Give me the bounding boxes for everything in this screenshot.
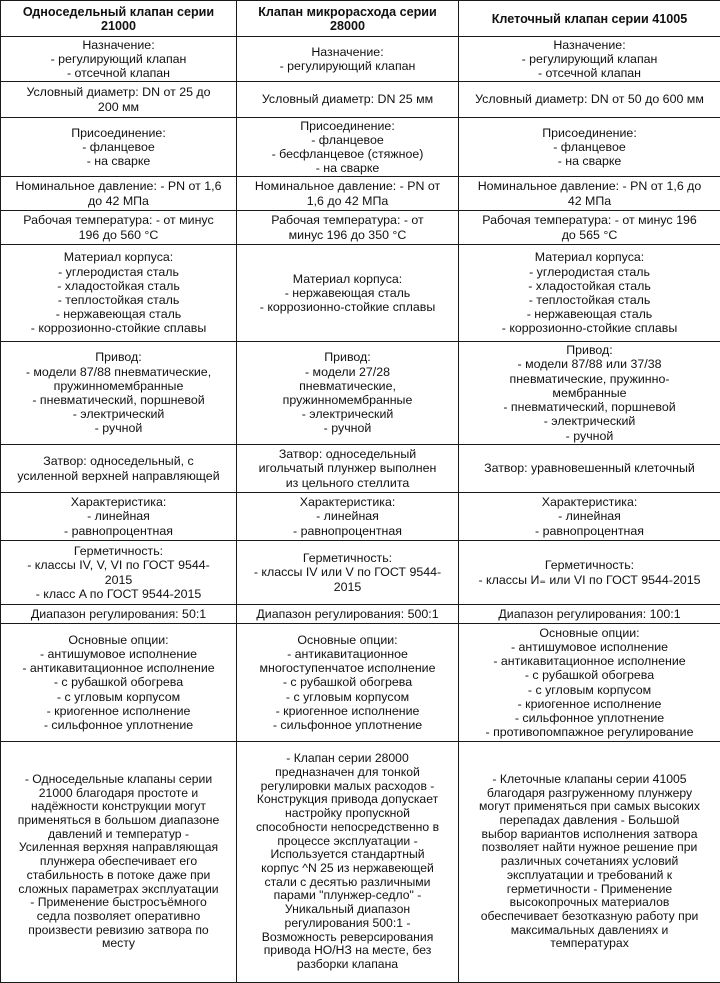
cell-line: - коррозионно-стойкие сплавы: [462, 321, 717, 335]
header-series-21000: Односедельный клапан серии 21000: [1, 1, 237, 37]
cell-col-3: [459, 118, 720, 177]
cell-line: - ручной: [4, 421, 233, 435]
cell-line: - сильфонное уплотнение: [462, 711, 717, 725]
cell-line: многоступенчатое исполнение: [240, 661, 455, 675]
cell-line: - антишумовое исполнение: [4, 647, 233, 661]
cell-line: - противопомпажное регулирование: [462, 725, 717, 739]
cell-col-3: [459, 342, 720, 445]
cell-line: эксплуатации и требований к: [462, 869, 717, 883]
row-control-range: [1, 605, 720, 624]
cell-line: Материал корпуса:: [4, 250, 233, 264]
cell-col-1: [1, 118, 237, 177]
cell-line: - теплостойкая сталь: [462, 293, 717, 307]
cell-line: разборки клапана: [240, 958, 455, 972]
cell-line: Основные опции:: [462, 626, 717, 640]
cell-line: позволяет найти нужное решение при: [462, 841, 717, 855]
cell-line: - хладостойкая сталь: [4, 279, 233, 293]
cell-line: - Односедельные клапаны серии: [4, 773, 233, 787]
cell-line: - теплостойкая сталь: [4, 293, 233, 307]
cell-line: предназначен для тонкой: [240, 766, 455, 780]
cell-line: пневматические, пружинно-: [462, 372, 717, 386]
cell-line: Затвор: уравновешенный клеточный: [462, 461, 717, 475]
row-trim: [1, 445, 720, 493]
cell-line: Назначение:: [4, 38, 233, 52]
cell-line: - на сварке: [4, 154, 233, 168]
cell-col-1: [1, 445, 237, 493]
cell-line: - классы И₌ или VI по ГОСТ 9544-2015: [462, 573, 717, 587]
cell-line: Конструкция привода допускает: [240, 793, 455, 807]
cell-line: максимальных давлениях и: [462, 924, 717, 938]
cell-line: - криогенное исполнение: [462, 697, 717, 711]
cell-line: - нержавеющая сталь: [4, 307, 233, 321]
cell-line: - криогенное исполнение: [240, 704, 455, 718]
cell-line: температурах: [462, 937, 717, 951]
cell-col-1: [1, 245, 237, 342]
cell-line: - нержавеющая сталь: [462, 307, 717, 321]
cell-line: Уникальный диапазон: [240, 903, 455, 917]
cell-col-2: [237, 118, 459, 177]
cell-line: Номинальное давление: - PN от 1,6 до: [462, 179, 717, 193]
cell-line: - фланцевое: [4, 140, 233, 154]
cell-line: Основные опции:: [240, 633, 455, 647]
cell-line: Условный диаметр: DN от 50 до 600 мм: [462, 92, 717, 106]
cell-line: могут применяться при самых высоких: [462, 800, 717, 814]
cell-col-2: [237, 342, 459, 445]
cell-col-3: [459, 605, 720, 624]
cell-line: - модели 87/88 пневматические,: [4, 365, 233, 379]
cell-line: - углеродистая сталь: [462, 265, 717, 279]
row-characteristic: [1, 493, 720, 541]
cell-col-2: [237, 245, 459, 342]
cell-col-1: [1, 624, 237, 742]
cell-col-3: [459, 177, 720, 211]
cell-line: - с угловым корпусом: [462, 683, 717, 697]
cell-col-2: [237, 37, 459, 82]
cell-line: Присоединение:: [462, 126, 717, 140]
cell-col-3: [459, 82, 720, 118]
cell-col-3: [459, 493, 720, 541]
cell-line: - с рубашкой обогрева: [4, 675, 233, 689]
cell-col-1: [1, 541, 237, 605]
row-body-material: [1, 245, 720, 342]
cell-col-2: [237, 211, 459, 245]
cell-line: Диапазон регулирования: 50:1: [4, 607, 233, 621]
cell-line: Условный диаметр: DN 25 мм: [240, 92, 455, 106]
cell-line: - хладостойкая сталь: [462, 279, 717, 293]
cell-line: Рабочая температура: - от минус: [4, 213, 233, 227]
cell-line: - антикавитационное исполнение: [462, 654, 717, 668]
cell-col-3: [459, 245, 720, 342]
cell-line: - линейная: [462, 509, 717, 523]
cell-col-3: [459, 624, 720, 742]
cell-line: - с угловым корпусом: [240, 690, 455, 704]
cell-line: Рабочая температура: - от: [240, 213, 455, 227]
cell-line: регулировки малых расходов -: [240, 780, 455, 794]
cell-line: - фланцевое: [240, 133, 455, 147]
cell-line: пружинномембранные: [240, 393, 455, 407]
cell-line: - класс A по ГОСТ 9544-2015: [4, 587, 233, 601]
cell-line: - антишумовое исполнение: [462, 640, 717, 654]
cell-line: Присоединение:: [240, 119, 455, 133]
header-series-41005: Клеточный клапан серии 41005: [459, 1, 720, 37]
cell-line: - с угловым корпусом: [4, 690, 233, 704]
cell-line: 1,6 до 42 МПа: [240, 194, 455, 208]
cell-line: - Клеточные клапаны серии 41005: [462, 773, 717, 787]
cell-line: - сильфонное уплотнение: [4, 718, 233, 732]
cell-line: 42 МПа: [462, 194, 717, 208]
cell-line: Герметичность:: [4, 544, 233, 558]
cell-col-1: [1, 342, 237, 445]
cell-col-1: [1, 177, 237, 211]
row-description: [1, 742, 720, 983]
cell-line: Диапазон регулирования: 100:1: [462, 607, 717, 621]
cell-line: процессе эксплуатации -: [240, 835, 455, 849]
cell-line: - антикавитационное исполнение: [4, 661, 233, 675]
row-tightness: [1, 541, 720, 605]
cell-line: настройку пропускной: [240, 807, 455, 821]
cell-line: 200 мм: [4, 100, 233, 114]
header-row: [1, 1, 720, 37]
cell-line: - электрический: [462, 414, 717, 428]
cell-line: Номинальное давление: - PN от 1,6: [4, 179, 233, 193]
cell-col-1: [1, 742, 237, 983]
cell-line: до 42 МПа: [4, 194, 233, 208]
cell-line: Основные опции:: [4, 633, 233, 647]
header-series-28000: Клапан микрорасхода серии 28000: [237, 1, 459, 37]
cell-line: Используется стандартный: [240, 848, 455, 862]
cell-col-1: [1, 37, 237, 82]
cell-col-3: [459, 742, 720, 983]
cell-line: - ручной: [240, 421, 455, 435]
cell-line: высокопрочных материалов: [462, 896, 717, 910]
cell-line: регулирования 500:1 -: [240, 917, 455, 931]
cell-line: 196 до 560 °C: [4, 228, 233, 242]
cell-col-2: [237, 624, 459, 742]
cell-line: - фланцевое: [462, 140, 717, 154]
cell-col-3: [459, 211, 720, 245]
cell-line: Затвор: односедельный: [240, 447, 455, 461]
cell-line: Характеристика:: [240, 495, 455, 509]
cell-line: герметичности - Применение: [462, 883, 717, 897]
cell-line: - на сварке: [462, 154, 717, 168]
cell-col-1: [1, 605, 237, 624]
cell-line: применяться в большом диапазоне: [4, 814, 233, 828]
cell-line: Характеристика:: [462, 495, 717, 509]
cell-line: - коррозионно-стойкие сплавы: [4, 321, 233, 335]
cell-col-1: [1, 82, 237, 118]
cell-col-2: [237, 742, 459, 983]
cell-line: - модели 27/28: [240, 365, 455, 379]
cell-col-1: [1, 211, 237, 245]
cell-col-3: [459, 541, 720, 605]
cell-col-2: [237, 82, 459, 118]
cell-line: Герметичность:: [240, 551, 455, 565]
cell-line: благодаря разгруженному плунжеру: [462, 787, 717, 801]
cell-line: - на сварке: [240, 161, 455, 175]
cell-line: Материал корпуса:: [240, 272, 455, 286]
cell-line: из цельного стеллита: [240, 476, 455, 490]
cell-col-2: [237, 541, 459, 605]
cell-line: Привод:: [4, 350, 233, 364]
cell-line: - электрический: [240, 407, 455, 421]
cell-line: Усиленная верхняя направляющая: [4, 841, 233, 855]
cell-line: 21000 благодаря простоте и: [4, 787, 233, 801]
cell-line: привода НО/НЗ на месте, без: [240, 944, 455, 958]
cell-col-3: [459, 37, 720, 82]
cell-col-2: [237, 493, 459, 541]
cell-line: Присоединение:: [4, 126, 233, 140]
cell-line: - коррозионно-стойкие сплавы: [240, 300, 455, 314]
cell-line: Номинальное давление: - PN от: [240, 179, 455, 193]
cell-line: - равнопроцентная: [240, 524, 455, 538]
cell-line: обеспечивает безотказную работу при: [462, 910, 717, 924]
row-nominal-pressure: [1, 177, 720, 211]
cell-line: Привод:: [240, 350, 455, 364]
cell-line: - антикавитационное: [240, 647, 455, 661]
cell-line: надёжности конструкции могут: [4, 800, 233, 814]
cell-line: - Применение быстросъёмного: [4, 896, 233, 910]
cell-line: мембранные: [462, 386, 717, 400]
cell-line: - равнопроцентная: [462, 524, 717, 538]
cell-line: Условный диаметр: DN от 25 до: [4, 85, 233, 99]
cell-line: - углеродистая сталь: [4, 265, 233, 279]
cell-line: 2015: [240, 580, 455, 594]
row-actuator: [1, 342, 720, 445]
cell-line: минус 196 до 350 °C: [240, 228, 455, 242]
cell-line: месту: [4, 937, 233, 951]
cell-line: Материал корпуса:: [462, 250, 717, 264]
cell-line: - с рубашкой обогрева: [462, 668, 717, 682]
cell-col-2: [237, 445, 459, 493]
cell-line: стали с десятью различными: [240, 876, 455, 890]
cell-line: седла позволяет оперативно: [4, 910, 233, 924]
cell-line: - классы IV, V, VI по ГОСТ 9544-: [4, 558, 233, 572]
cell-line: - регулирующий клапан: [462, 52, 717, 66]
cell-line: Назначение:: [240, 45, 455, 59]
cell-line: стабильность в потоке даже при: [4, 869, 233, 883]
row-main-options: [1, 624, 720, 742]
cell-line: - линейная: [240, 509, 455, 523]
cell-line: парами "плунжер-седло" -: [240, 889, 455, 903]
cell-line: плунжера обеспечивает его: [4, 855, 233, 869]
cell-line: Возможность реверсирования: [240, 931, 455, 945]
cell-line: - классы IV или V по ГОСТ 9544-: [240, 565, 455, 579]
cell-line: произвести ревизию затвора по: [4, 924, 233, 938]
cell-line: пружинномембранные: [4, 379, 233, 393]
cell-line: - сильфонное уплотнение: [240, 718, 455, 732]
cell-line: игольчатый плунжер выполнен: [240, 461, 455, 475]
row-nominal-diameter: [1, 82, 720, 118]
cell-line: Рабочая температура: - от минус 196: [462, 213, 717, 227]
cell-line: усиленной верхней направляющей: [4, 469, 233, 483]
cell-line: - модели 87/88 или 37/38: [462, 357, 717, 371]
cell-line: - линейная: [4, 509, 233, 523]
cell-line: выбор вариантов исполнения затвора: [462, 828, 717, 842]
cell-line: пневматические,: [240, 379, 455, 393]
row-purpose: [1, 37, 720, 82]
cell-line: корпус ^N 25 из нержавеющей: [240, 862, 455, 876]
cell-line: - криогенное исполнение: [4, 704, 233, 718]
cell-line: - ручной: [462, 429, 717, 443]
row-connection: [1, 118, 720, 177]
cell-line: Диапазон регулирования: 500:1: [240, 607, 455, 621]
cell-line: Привод:: [462, 343, 717, 357]
cell-line: - пневматический, поршневой: [4, 393, 233, 407]
cell-line: - бесфланцевое (стяжное): [240, 147, 455, 161]
cell-line: Назначение:: [462, 38, 717, 52]
cell-line: - регулирующий клапан: [4, 52, 233, 66]
cell-col-2: [237, 605, 459, 624]
cell-line: Затвор: односедельный, с: [4, 454, 233, 468]
row-working-temperature: [1, 211, 720, 245]
cell-line: - регулирующий клапан: [240, 59, 455, 73]
cell-line: Характеристика:: [4, 495, 233, 509]
cell-line: - пневматический, поршневой: [462, 400, 717, 414]
cell-line: перепадах давления - Большой: [462, 814, 717, 828]
cell-col-2: [237, 177, 459, 211]
cell-line: - электрический: [4, 407, 233, 421]
cell-col-3: [459, 445, 720, 493]
cell-line: - Клапан серии 28000: [240, 752, 455, 766]
cell-line: Герметичность:: [462, 558, 717, 572]
cell-line: - отсечной клапан: [4, 66, 233, 80]
cell-line: различных сочетаниях условий: [462, 855, 717, 869]
cell-line: 2015: [4, 573, 233, 587]
cell-line: - с рубашкой обогрева: [240, 675, 455, 689]
cell-line: способности непосредственно в: [240, 821, 455, 835]
cell-line: - отсечной клапан: [462, 66, 717, 80]
cell-col-1: [1, 493, 237, 541]
cell-line: - нержавеющая сталь: [240, 286, 455, 300]
cell-line: до 565 °C: [462, 228, 717, 242]
cell-line: давлений и температур -: [4, 828, 233, 842]
cell-line: - равнопроцентная: [4, 524, 233, 538]
cell-line: сложных параметрах эксплуатации: [4, 883, 233, 897]
